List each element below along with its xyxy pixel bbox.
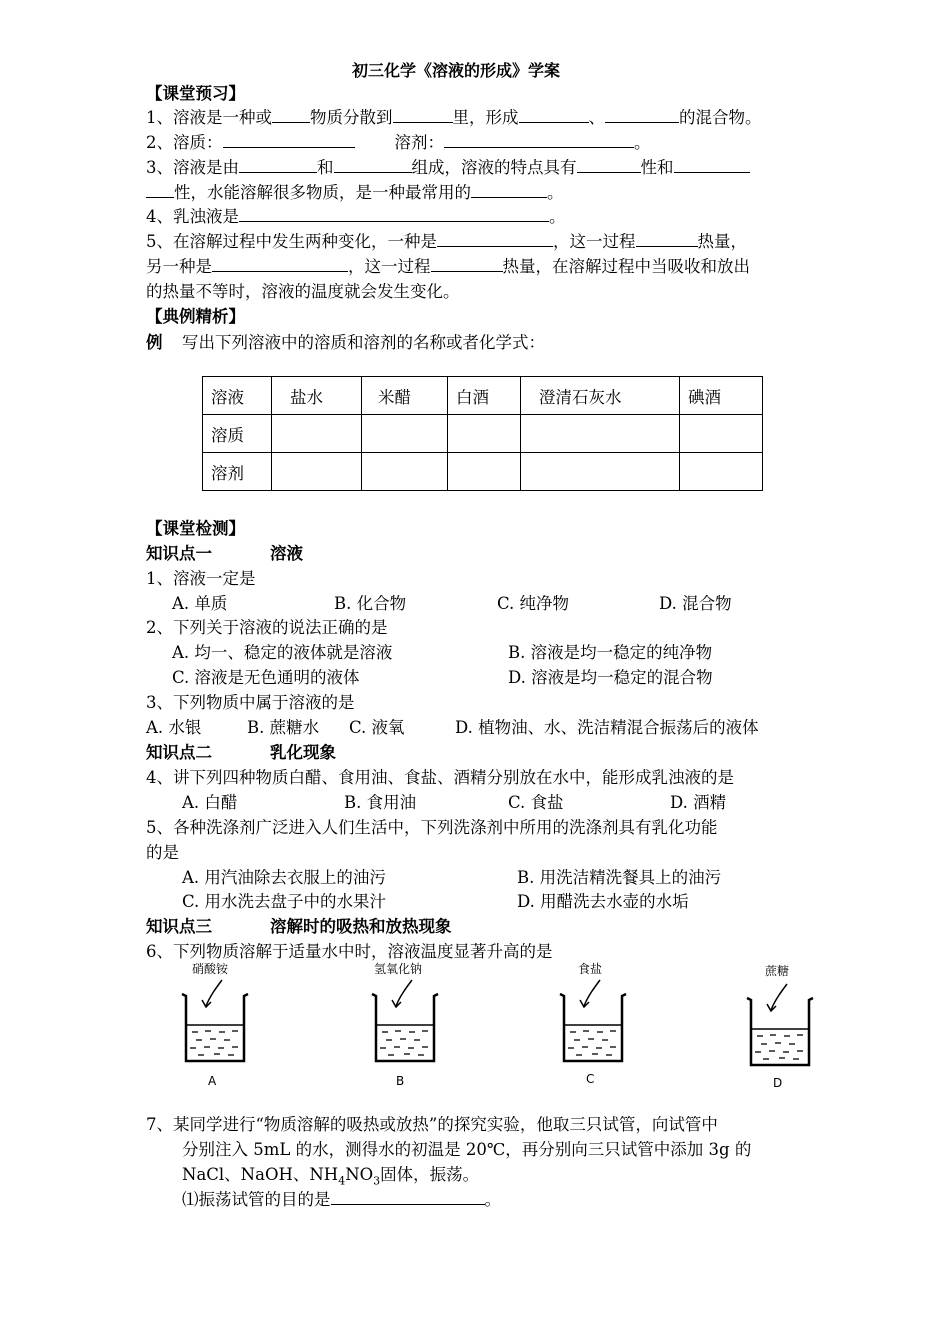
question-7-line3: NaCl、NaOH、$NH_4NO_3$固体，振荡。 bbox=[182, 1165, 480, 1188]
question-2: 2、下列关于溶液的说法正确的是 bbox=[146, 618, 388, 637]
q2-option-b[interactable]: B. 溶液是均一稳定的纯净物 bbox=[508, 643, 713, 662]
q5-option-a[interactable]: A. 用汽油除去衣服上的油污 bbox=[182, 868, 386, 887]
table-cell[interactable] bbox=[272, 415, 362, 453]
table-row bbox=[203, 453, 763, 491]
table-cell: 米醋 bbox=[362, 377, 448, 415]
q1-option-b[interactable]: B. 化合物 bbox=[334, 594, 407, 613]
preview-q5-line2: 另一种是 ，这一过程 热量，在溶解过程中当吸收和放出 bbox=[146, 257, 750, 276]
table-cell: 溶质 bbox=[203, 415, 272, 453]
q5-option-c[interactable]: C. 用水洗去盘子中的水果汁 bbox=[182, 892, 387, 911]
question-5: 5、各种洗涤剂广泛进入人们生活中，下列洗涤剂中所用的洗涤剂具有乳化功能 bbox=[146, 818, 718, 837]
question-4: 4、讲下列四种物质白醋、食用油、食盐、酒精分别放在水中，能形成乳浊液的是 bbox=[146, 768, 734, 787]
preview-q5-line1: 5、在溶解过程中发生两种变化，一种是 ，这一过程 热量， bbox=[146, 232, 747, 251]
table-cell: 白酒 bbox=[448, 377, 521, 415]
beaker-substance-label: 硝酸铵 bbox=[192, 962, 229, 976]
beaker-b[interactable] bbox=[370, 960, 440, 1090]
beaker-icon bbox=[370, 974, 440, 1064]
beaker-icon bbox=[180, 974, 250, 1064]
q4-option-c[interactable]: C. 食盐 bbox=[508, 793, 564, 812]
beaker-letter: C bbox=[586, 1072, 595, 1086]
beaker-substance-label: 蔗糖 bbox=[765, 964, 790, 978]
knowledge-point-2-topic: 乳化现象 bbox=[270, 743, 336, 762]
question-6: 6、下列物质溶解于适量水中时，溶液温度显著升高的是 bbox=[146, 942, 553, 961]
page-title: 初三化学《溶液的形成》学案 bbox=[352, 61, 561, 80]
preview-q3-line2: 性，水能溶解很多物质，是一种最常用的 。 bbox=[146, 181, 564, 205]
table-cell[interactable] bbox=[272, 453, 362, 491]
knowledge-point-3-topic: 溶解时的吸热和放热现象 bbox=[270, 917, 452, 936]
beaker-letter: A bbox=[208, 1074, 217, 1088]
knowledge-point-1: 知识点一 bbox=[146, 544, 212, 563]
question-1: 1、溶液一定是 bbox=[146, 569, 256, 588]
knowledge-point-2: 知识点二 bbox=[146, 743, 212, 762]
example-label: 例 bbox=[146, 333, 163, 352]
q2-option-a[interactable]: A. 均一、稳定的液体就是溶液 bbox=[172, 643, 393, 662]
beaker-a[interactable] bbox=[180, 960, 250, 1090]
preview-q5-line3: 的热量不等时，溶液的温度就会发生变化。 bbox=[146, 282, 460, 301]
table-cell[interactable] bbox=[521, 415, 680, 453]
example-heading: 【典例精析】 bbox=[146, 307, 245, 326]
question-5-cont: 的是 bbox=[146, 843, 179, 862]
knowledge-point-3: 知识点三 bbox=[146, 917, 212, 936]
question-7: 7、某同学进行“物质溶解的吸热或放热”的探究实验，他取三只试管，向试管中 bbox=[146, 1115, 718, 1134]
q1-option-d[interactable]: D. 混合物 bbox=[659, 594, 732, 613]
q3-option-b[interactable]: B. 蔗糖水 bbox=[247, 718, 320, 737]
preview-q1: 1、溶液是一种或 物质分散到 里，形成 、 的混合物。 bbox=[146, 108, 762, 127]
table-cell[interactable] bbox=[448, 453, 521, 491]
question-7-part1: ⑴振荡试管的目的是 。 bbox=[182, 1190, 501, 1209]
table-cell: 盐水 bbox=[272, 377, 362, 415]
q3-option-a[interactable]: A. 水银 bbox=[146, 718, 202, 737]
table-cell[interactable] bbox=[362, 415, 448, 453]
table-cell[interactable] bbox=[680, 453, 763, 491]
example-text: 写出下列溶液中的溶质和溶剂的名称或者化学式： bbox=[182, 333, 545, 352]
q4-option-b[interactable]: B. 食用油 bbox=[344, 793, 417, 812]
table-row bbox=[203, 415, 763, 453]
table-cell[interactable] bbox=[680, 415, 763, 453]
beaker-icon bbox=[558, 974, 628, 1064]
table-cell[interactable] bbox=[362, 453, 448, 491]
table-cell[interactable] bbox=[521, 453, 680, 491]
example-table bbox=[202, 376, 763, 491]
q3-option-c[interactable]: C. 液氧 bbox=[349, 718, 405, 737]
question-3: 3、下列物质中属于溶液的是 bbox=[146, 693, 355, 712]
beaker-substance-label: 氢氧化钠 bbox=[374, 962, 423, 976]
table-row bbox=[203, 377, 763, 415]
q5-option-b[interactable]: B. 用洗洁精洗餐具上的油污 bbox=[517, 868, 722, 887]
knowledge-point-1-topic: 溶液 bbox=[270, 544, 303, 563]
table-cell: 碘酒 bbox=[680, 377, 763, 415]
check-heading: 【课堂检测】 bbox=[146, 519, 245, 538]
table-cell: 澄清石灰水 bbox=[521, 377, 680, 415]
beaker-letter: B bbox=[396, 1074, 405, 1088]
table-cell[interactable] bbox=[448, 415, 521, 453]
table-cell: 溶剂 bbox=[203, 453, 272, 491]
preview-q3-line1: 3、溶液是由 和 组成，溶液的特点具有 性和 bbox=[146, 156, 750, 180]
preview-heading: 【课堂预习】 bbox=[146, 84, 245, 103]
beaker-icon bbox=[745, 978, 815, 1068]
q1-option-a[interactable]: A. 单质 bbox=[172, 594, 228, 613]
preview-q2: 2、溶质： 溶剂： 。 bbox=[146, 133, 651, 152]
beaker-d[interactable] bbox=[745, 962, 815, 1092]
q5-option-d[interactable]: D. 用醋洗去水壶的水垢 bbox=[517, 892, 689, 911]
beaker-c[interactable] bbox=[558, 960, 628, 1090]
table-cell: 溶液 bbox=[203, 377, 272, 415]
q4-option-d[interactable]: D. 酒精 bbox=[670, 793, 727, 812]
preview-q4: 4、乳浊液是 。 bbox=[146, 207, 566, 226]
q3-option-d[interactable]: D. 植物油、水、洗洁精混合振荡后的液体 bbox=[455, 718, 759, 737]
q2-option-d[interactable]: D. 溶液是均一稳定的混合物 bbox=[508, 668, 713, 687]
q4-option-a[interactable]: A. 白醋 bbox=[182, 793, 238, 812]
beaker-letter: D bbox=[773, 1076, 783, 1090]
q2-option-c[interactable]: C. 溶液是无色通明的液体 bbox=[172, 668, 360, 687]
question-7-line2: 分别注入 5mL 的水，测得水的初温是 20℃，再分别向三只试管中添加 3g 的 bbox=[182, 1140, 752, 1159]
beaker-substance-label: 食盐 bbox=[578, 962, 603, 976]
q1-option-c[interactable]: C. 纯净物 bbox=[497, 594, 570, 613]
